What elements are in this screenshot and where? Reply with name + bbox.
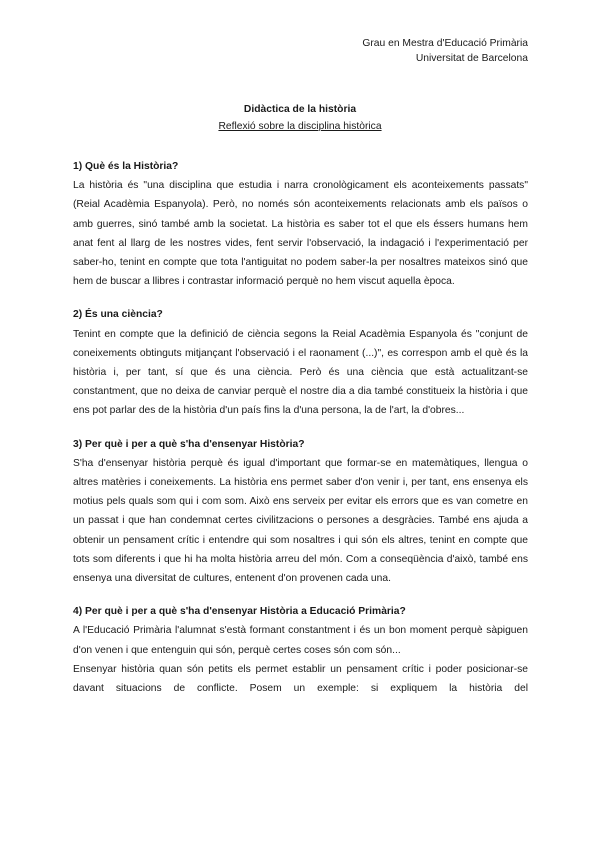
section-is-it-science <box>73 305 528 420</box>
section-heading: 2) És una ciència? <box>73 309 163 321</box>
document-title: Didàctica de la història <box>243 104 357 115</box>
header-university: Universitat de Barcelona <box>415 52 528 64</box>
section-heading: 4) Per què i per a què s'ha d'ensenyar Història a Educació Primària? <box>73 606 406 618</box>
document-header <box>362 37 528 66</box>
section-paragraph: La història és "una disciplina que estudia i narra cronològicament els aconteixements passats" (Reial Acadèmia Espanyola). Però, no només són aconteixements relacionats amb els països o amb guerres, sinó també amb la societat. La història es saber tot el que els éssers humans hem anat fent al llarg de les nostres vides, fent servir l'observació, la indagació i l'experimentació per saber-ho, tenint en compte que tota l'antiguitat no podem saber-la per nosaltres mateixos sinó que hem de buscar a llibres i contrastar informació perquè no hem viscut aquella època. <box>73 180 528 288</box>
document-subtitle: Reflexió sobre la disciplina històrica <box>218 121 382 132</box>
section-heading: 1) Què és la Història? <box>73 161 179 172</box>
title-block <box>0 101 600 135</box>
section-paragraph: S'ha d'ensenyar història perquè és igual d'important que formar-se en matemàtiques, llengua o altres matèries i coneixements. La història ens permet saber d'on venir i, per tant, ens ensenya els motius pels quals som qui i com som. Això ens serveix per evitar els errors que es van cometre en un passat i que han condemnat certes civilitzacions o persones a desgràcies. També ens ajuda a obtenir un pensament crític i entendre qui som nosaltres i qui són els altres, tenint en compte que tots som diferents i que hi ha molta història arreu del món. Com a conseqüència d'això, també ens ensenya una diversitat de cultures, entenent d'on provenen cada una. <box>73 457 528 585</box>
section-why-teach-primary <box>73 602 528 698</box>
section-paragraph: Tenint en compte que la definició de ciència segons la Reial Acadèmia Espanyola és "conjunt de coneixements obtinguts mitjançant l'observació i el raonament (...)", es correspon amb el què és la història i, per tant, sí que és una ciència. Però és una ciència que està actualitzant-se constantment, que no deixa de canviar perquè el nostre dia a dia també constitueix la història i que ens pot parlar des de la història d'un país fins la d'una persona, la de l'art, la d'obres... <box>73 328 528 417</box>
header-degree: Grau en Mestra d'Educació Primària <box>362 38 528 49</box>
document-body <box>73 157 528 712</box>
section-paragraph: Ensenyar història quan són petits els permet establir un pensament crític i poder posicionar-se davant situacions de conflicte. Posem un exemple: si expliquem la història del <box>73 663 528 695</box>
section-heading: 3) Per què i per a què s'ha d'ensenyar Història? <box>73 438 305 450</box>
section-what-is-history <box>73 157 528 291</box>
section-paragraph: A l'Educació Primària l'alumnat s'està formant constantment i és un bon moment perquè sàpiguen d'on venen i que entenguin qui són, perquè certes coses són com són... <box>73 625 528 656</box>
section-why-teach-history <box>73 435 528 589</box>
